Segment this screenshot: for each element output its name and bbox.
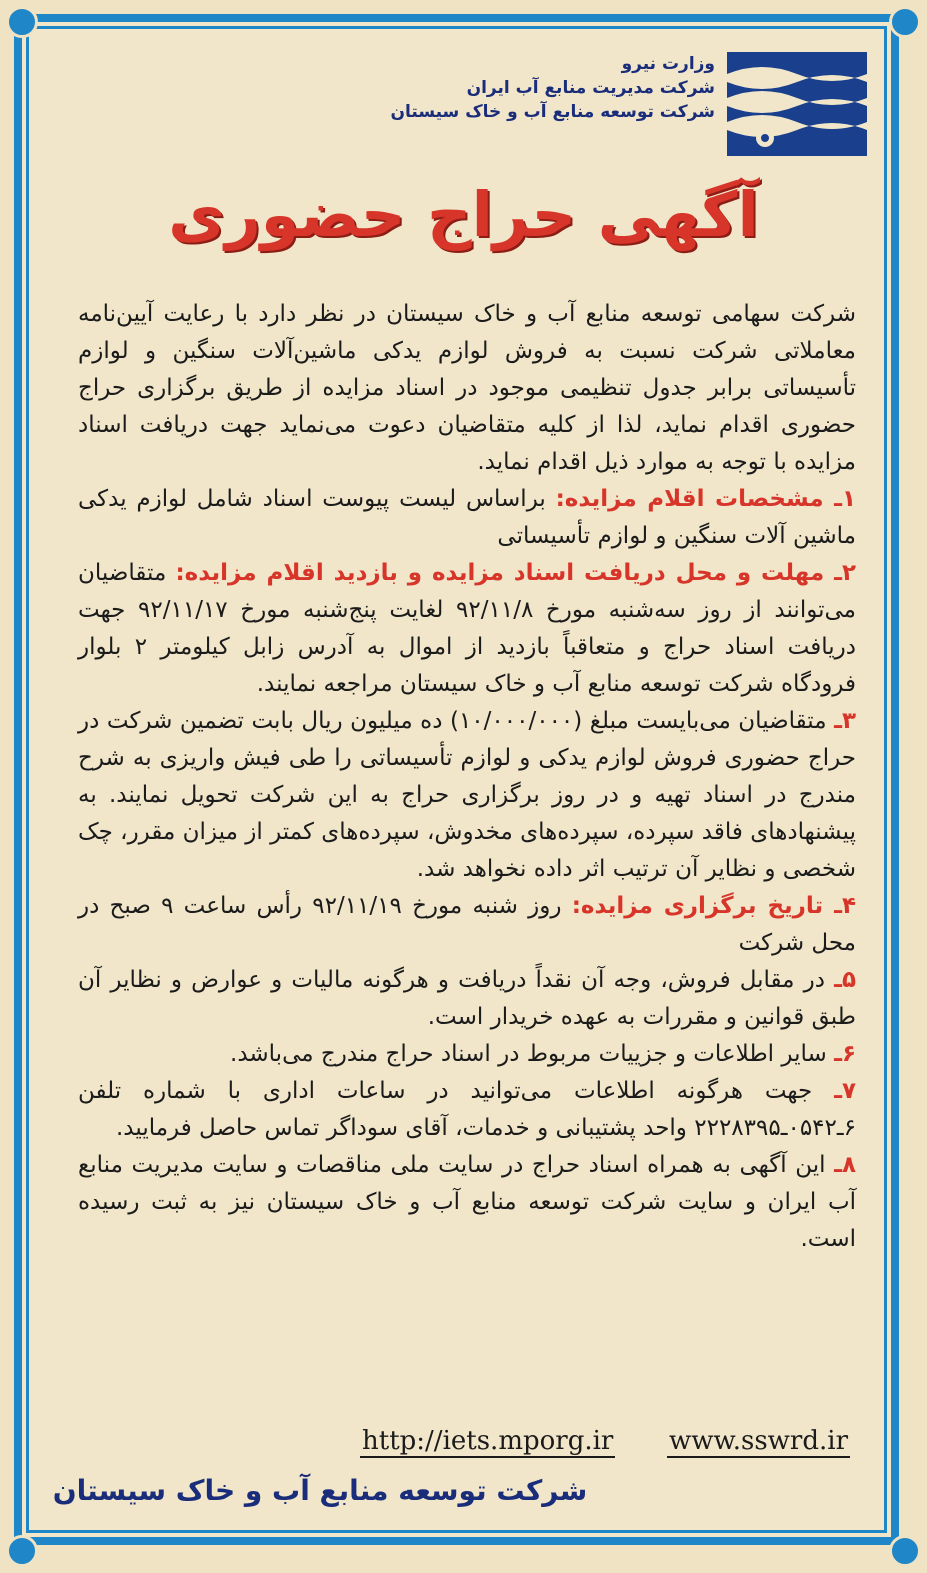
item-text: این آگهی به همراه اسناد حراج در سایت ملی مناقصات و سایت مدیریت منابع آب ایران و سایت شرکت توسعه منابع آب و خاک سیستان نیز به ثبت رسیده است. (78, 1152, 856, 1252)
letterhead (390, 52, 715, 124)
intro-paragraph: شرکت سهامی توسعه منابع آب و خاک سیستان در نظر دارد با رعایت آیین‌نامه معاملاتی شرکت نسبت به فروش لوازم یدکی ماشین‌آلات سنگین و لوازم تأسیساتی برابر جدول تنظیمی موجود در اسناد مزایده از طریق برگزاری حراج حضوری اقدام نماید، لذا از کلیه متقاضیان دعوت می‌نماید جهت دریافت اسناد مزایده با توجه به موارد ذیل اقدام نماید. (78, 301, 856, 475)
item-text: متقاضیان می‌بایست مبلغ (۱۰/۰۰۰/۰۰۰) ده میلیون ریال بابت تضمین شرکت در حراج حضوری فروش لوازم یدکی و لوازم تأسیساتی را طی فیش واریزی به شرح مندرج در اسناد تهیه و در روز برگزاری حراج به این شرکت تحویل نمایند. به پیشنهادهای فاقد سپرده، سپرده‌های مخدوش، سپرده‌های کمتر از میزان مقرر، چک شخصی و نظایر آن ترتیب اثر داده نخواهد شد. (78, 708, 856, 882)
list-item (78, 888, 856, 962)
corner-dot (6, 6, 38, 38)
ministry-name: وزارت نیرو (621, 54, 715, 74)
item-text: جهت هرگونه اطلاعات می‌توانید در ساعات اداری با شماره تلفن ۶ـ۰۵۴۲ـ۲۲۲۸۳۹۵ واحد پشتیبانی و خدمات، آقای سوداگر تماس حاصل فرمایید. (78, 1078, 856, 1141)
item-lead: ۸ـ (834, 1152, 856, 1178)
website-links (360, 1426, 850, 1458)
footer-company-name: شرکت توسعه منابع آب و خاک سیستان (52, 1474, 588, 1507)
sswrd-url[interactable]: www.sswrd.ir (669, 1426, 848, 1456)
item-lead: ۷ـ (834, 1078, 856, 1104)
list-item (78, 1036, 856, 1073)
company-name: شرکت توسعه منابع آب و خاک سیستان (390, 102, 715, 122)
list-item (78, 962, 856, 1036)
list-item (78, 1147, 856, 1258)
list-item (78, 481, 856, 555)
corner-dot (889, 6, 921, 38)
item-lead: ۴ـ تاریخ برگزاری مزایده: (571, 893, 856, 919)
item-text: در مقابل فروش، وجه آن نقداً دریافت و هرگونه مالیات و عوارض و نظایر آن طبق قوانین و مقررات به عهده خریدار است. (78, 967, 856, 1030)
item-lead: ۵ـ (834, 967, 856, 993)
item-lead: ۱ـ مشخصات اقلام مزایده: (555, 486, 856, 512)
iets-url[interactable]: http://iets.mporg.ir (362, 1426, 614, 1456)
page-title: آگهی حراج حضوری (168, 178, 759, 251)
parent-company-name: شرکت مدیریت منابع آب ایران (466, 78, 715, 98)
corner-dot (6, 1535, 38, 1567)
corner-dot (889, 1535, 921, 1567)
item-text: براساس لیست پیوست اسناد شامل لوازم یدکی ماشین آلات سنگین و لوازم تأسیساتی (78, 486, 856, 549)
item-text: سایر اطلاعات و جزییات مربوط در اسناد حراج مندرج می‌باشد. (230, 1041, 835, 1067)
water-company-logo (727, 52, 867, 156)
list-item (78, 703, 856, 888)
list-item (78, 1073, 856, 1147)
item-lead: ۶ـ (834, 1041, 856, 1067)
item-text: روز شنبه مورخ ۹۲/۱۱/۱۹ رأس ساعت ۹ صبح در محل شرکت (78, 893, 856, 956)
notice-body (78, 296, 856, 1258)
item-lead: ۳ـ (834, 708, 856, 734)
list-item (78, 555, 856, 703)
item-text: متقاضیان می‌توانند از روز سه‌شنبه مورخ ۹۲/۱۱/۸ لغایت پنج‌شنبه مورخ ۹۲/۱۱/۱۷ جهت دریافت اسناد حراج و متعاقباً بازدید از اموال به آدرس زابل کیلومتر ۲ بلوار فرودگاه شرکت توسعه منابع آب و خاک سیستان مراجعه نمایند. (78, 560, 856, 697)
item-lead: ۲ـ مهلت و محل دریافت اسناد مزایده و بازدید اقلام مزایده: (175, 560, 856, 586)
